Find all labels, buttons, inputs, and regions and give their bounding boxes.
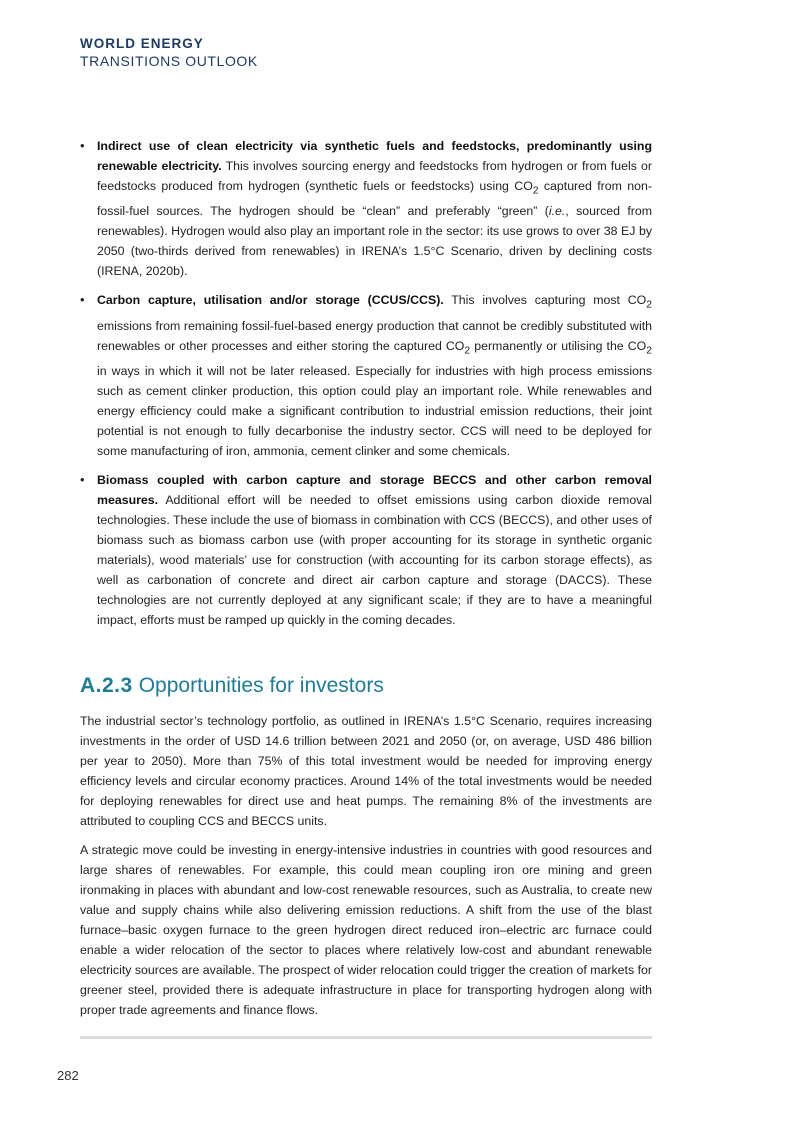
paragraph: A strategic move could be investing in energy-intensive industries in countries with good resources and large shares of renewables. For example, this could mean coupling iron ore mining and green ironmaking in places with abundant and low-cost renewable resources, such as Australia, to create new value and supply chains while also delivering emission reductions. A shift from the use of the blast furnace–basic oxygen furnace to the green hydrogen direct reduced iron–electric arc furnace could enable a wider relocation of the sector to places where relatively low-cost and abundant renewable electricity sources are available. The prospect of wider relocation could trigger the creation of markets for greener steel, provided there is adequate infrastructure in place for transporting hydrogen along with proper trade agreements and finance flows. bbox=[80, 843, 652, 1017]
bullet-text: This involves capturing most CO bbox=[443, 293, 647, 308]
paragraph: The industrial sector’s technology portfolio, as outlined in IRENA’s 1.5°C Scenario, requires increasing investments in the order of USD 14.6 trillion between 2021 and 2050 (or, on average, USD 486 billion per year to 2050). More than 75% of this total investment would be needed for improving energy efficiency levels and circular economy practices. Around 14% of the total investments would be needed for deploying renewables for direct use and heat pumps. The remaining 8% of the investments are attributed to coupling CCS and BECCS units. bbox=[80, 714, 652, 828]
bullet-text: captured from non-fossil-fuel sources. The hydrogen should be “clean” and preferably “green” ( bbox=[97, 179, 652, 219]
bullet-italic: i.e. bbox=[548, 204, 566, 219]
bullet-text: This involves sourcing energy and feedstocks from hydrogen or from fuels or feedstocks produced from hydrogen (synthetic fuels or feedstocks) using CO bbox=[97, 159, 652, 193]
bullet-icon: • bbox=[80, 138, 85, 153]
section-number: A.2.3 bbox=[80, 674, 133, 697]
bullet-text: in ways in which it will not be later released. Especially for industries with high process emissions such as cement clinker production, this option could play an important role. While renewables and energy efficiency could make a significant contribution to industrial emission reductions, their joint potential is not enough to fully decarbonise the industry sector. CCS will need to be deployed for some manufacturing of iron, ammonia, cement clinker and some chemicals. bbox=[97, 364, 652, 459]
bullet-text: emissions from remaining fossil-fuel-based energy production that cannot be credibly substituted with renewables or other processes and either storing the captured CO bbox=[97, 318, 652, 353]
section-heading bbox=[80, 674, 700, 698]
bullet-text: permanently or utilising the CO bbox=[470, 338, 647, 353]
page-number: 282 bbox=[57, 1068, 79, 1083]
bullet-icon: • bbox=[80, 292, 85, 308]
list-item bbox=[80, 470, 652, 630]
bullet-lead: Biomass coupled with carbon capture and storage BECCS and other carbon removal measures. bbox=[97, 473, 652, 508]
divider bbox=[80, 1036, 652, 1039]
bullet-lead: Indirect use of clean electricity via synthetic fuels and feedstocks, predominantly using renewable electricity. bbox=[97, 139, 652, 173]
subscript: 2 bbox=[646, 345, 652, 357]
bullet-text: Additional effort will be needed to offset emissions using carbon dioxide removal technologies. These include the use of biomass in combination with CCS (BECCS), and other uses of biomass such as biomass carbon use (with proper accounting for its storage in synthetic organic materials), wood materials’ use for construction (with accounting for its carbon storage effects), as well as carbonation of concrete and direct air carbon capture and storage (DACCS). These technologies are not currently deployed at any significant scale; if they are to have a meaningful impact, efforts must be ramped up quickly in the coming decades. bbox=[97, 493, 652, 628]
subscript: 2 bbox=[646, 299, 652, 311]
report-subtitle: TRANSITIONS OUTLOOK bbox=[80, 53, 258, 69]
body-text bbox=[80, 711, 652, 1029]
bullet-icon: • bbox=[80, 472, 85, 488]
list-item bbox=[80, 290, 652, 461]
bullet-list bbox=[80, 136, 652, 639]
bullet-text: , sourced from renewables). Hydrogen would also play an important role in the sector: its use grows to over 38 EJ by 2050 (two-thirds derived from renewables) in IRENA’s 1.5°C Scenario, driven by declining costs (IRENA, 2020b). bbox=[97, 204, 653, 279]
report-title: WORLD ENERGY bbox=[80, 36, 204, 51]
bullet-lead: Carbon capture, utilisation and/or storage (CCUS/CCS). bbox=[97, 293, 444, 308]
section-title: Opportunities for investors bbox=[138, 674, 384, 697]
subscript: 2 bbox=[464, 345, 471, 357]
subscript: 2 bbox=[532, 185, 539, 197]
list-item bbox=[80, 136, 652, 281]
